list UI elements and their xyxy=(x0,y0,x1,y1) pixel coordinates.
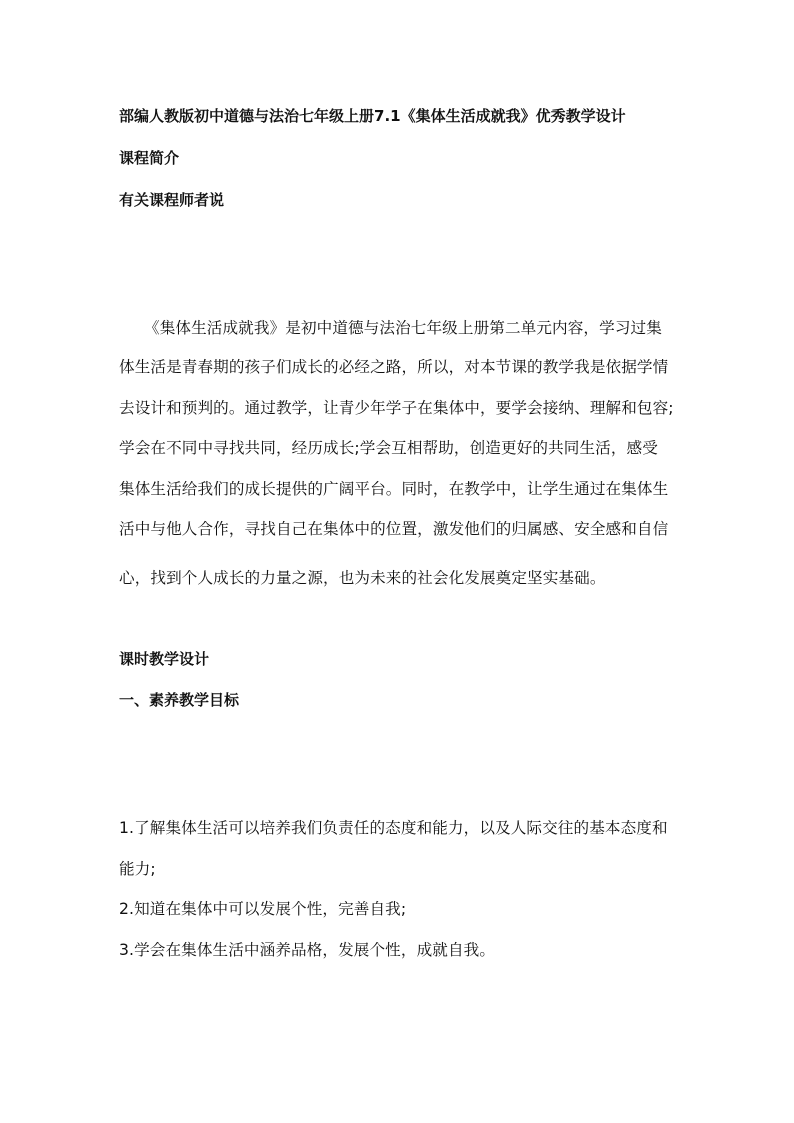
section-heading-course-intro: 课程简介 xyxy=(119,149,180,167)
intro-paragraph-line: 集体生活给我们的成长提供的广阔平台。同时，在教学中，让学生通过在集体生 xyxy=(119,480,669,498)
goal-item-continuation: 能力; xyxy=(119,860,156,878)
intro-paragraph-line: 活中与他人合作，寻找自己在集体中的位置，激发他们的归属感、安全感和自信 xyxy=(119,520,669,538)
document-title: 部编人教版初中道德与法治七年级上册7.1《集体生活成就我》优秀教学设计 xyxy=(119,107,626,125)
intro-paragraph-line: 体生活是青春期的孩子们成长的必经之路，所以，对本节课的教学我是依据学情 xyxy=(119,358,669,376)
goal-item: 2.知道在集体中可以发展个性，完善自我; xyxy=(119,900,407,918)
section-heading-teacher-says: 有关课程师者说 xyxy=(119,191,225,209)
intro-paragraph-line: 去设计和预判的。通过教学，让青少年学子在集体中，要学会接纳、理解和包容; xyxy=(119,399,674,417)
intro-paragraph-line: 《集体生活成就我》是初中道德与法治七年级上册第二单元内容，学习过集 xyxy=(144,319,662,337)
intro-paragraph-line: 学会在不同中寻找共同，经历成长;学会互相帮助，创造更好的共同生活，感受 xyxy=(119,439,658,457)
goal-item: 3.学会在集体生活中涵养品格，发展个性，成就自我。 xyxy=(119,941,496,959)
section-heading-lesson-design: 课时教学设计 xyxy=(119,650,210,668)
goal-item: 1.了解集体生活可以培养我们负责任的态度和能力，以及人际交往的基本态度和 xyxy=(119,819,668,837)
intro-paragraph-line: 心，找到个人成长的力量之源，也为未来的社会化发展奠定坚实基础。 xyxy=(119,569,606,587)
section-heading-goals: 一、素养教学目标 xyxy=(119,691,240,709)
